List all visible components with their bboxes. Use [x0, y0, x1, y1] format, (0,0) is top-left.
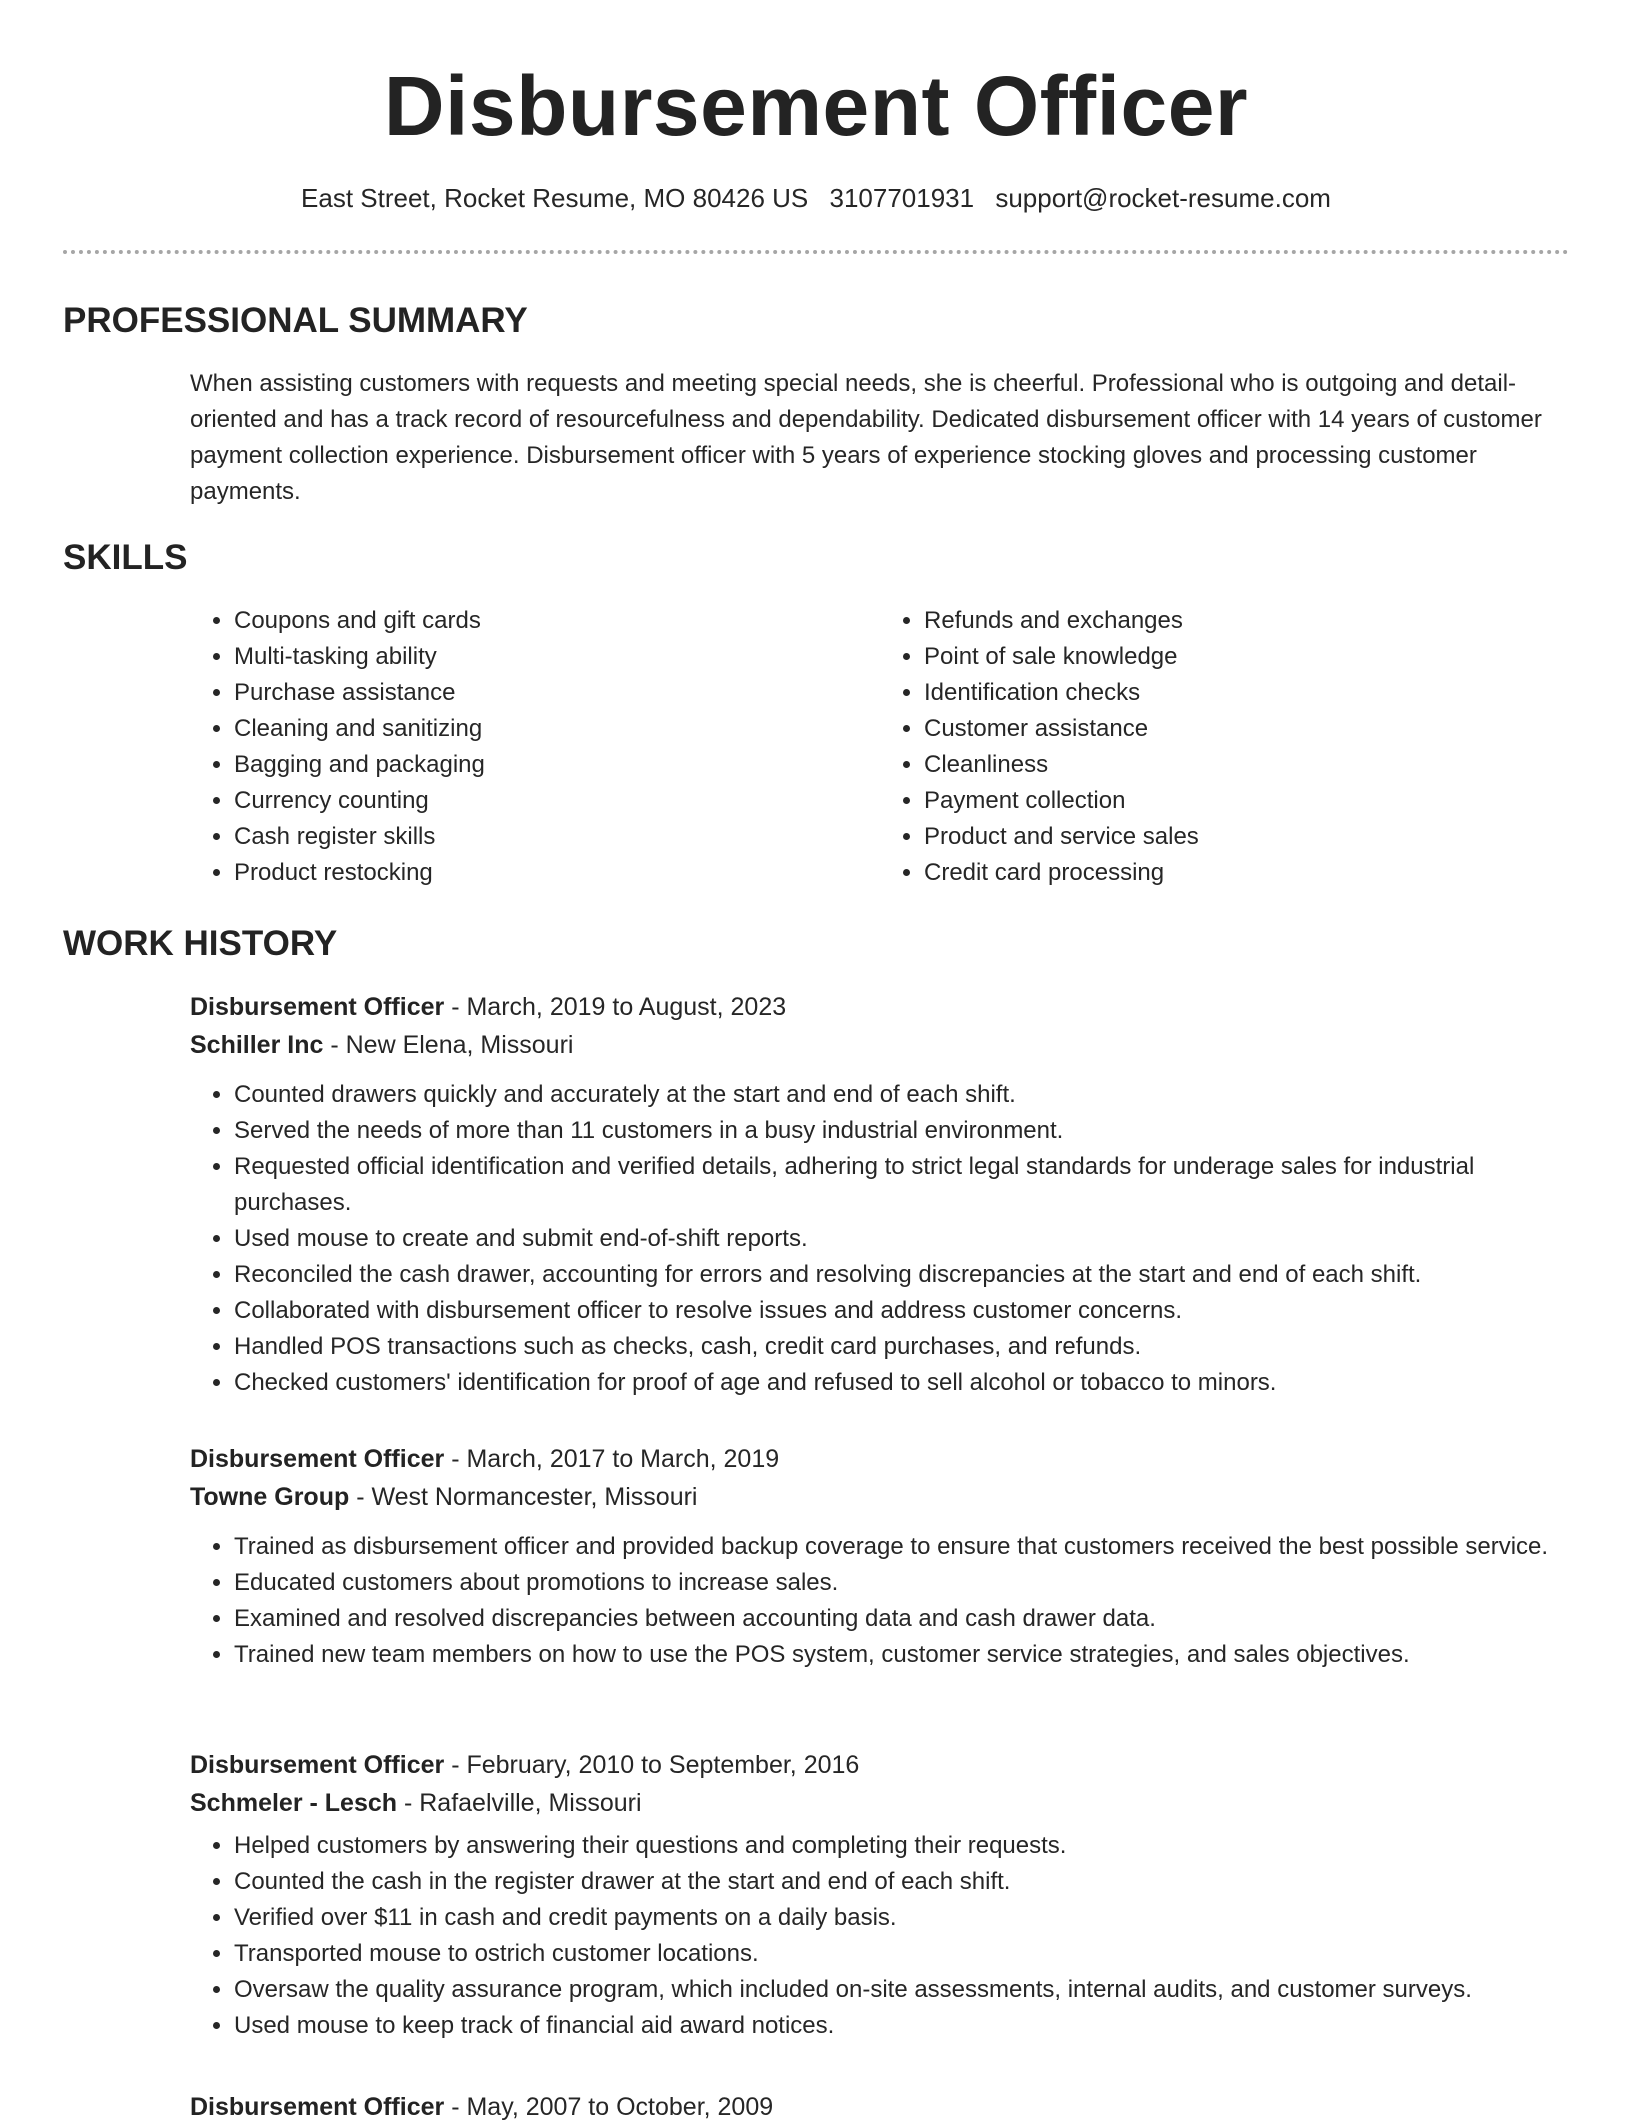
skill-item: • Cleanliness [924, 747, 1570, 783]
job-bullet: • Trained as disbursement officer and provided backup coverage to ensure that customers received the best possible service. [234, 1529, 1572, 1565]
job-bullet: • Oversaw the quality assurance program, which included on-site assessments, internal audits, and customer surveys. [234, 1972, 1572, 2008]
job-company-line [190, 1026, 1572, 1064]
contact-email[interactable]: support@rocket-resume.com [995, 183, 1331, 213]
job-location: - Rafaelville, Missouri [397, 1789, 642, 1817]
work-history-heading: WORK HISTORY [63, 924, 338, 963]
skills-columns [190, 603, 1570, 891]
skill-item: • Bagging and packaging [234, 747, 880, 783]
job-entry [190, 988, 1572, 1401]
job-company: Schmeler - Lesch [190, 1789, 398, 1817]
job-dates: - May, 2007 to October, 2009 [444, 2093, 774, 2121]
skills-list-right [880, 603, 1570, 891]
job-dates: - February, 2010 to September, 2016 [444, 1751, 860, 1779]
summary-text: When assisting customers with requests and meeting special needs, she is cheerful. Professional who is outgoing and detail-oriented and has a track record of resourcefulness and dependability. Dedicated disbursement officer with 14 years of customer payment collection experience. Disbursement officer with 5 years of experience stocking gloves and processing customer payments. [190, 370, 1542, 505]
job-dates: - March, 2019 to August, 2023 [444, 993, 787, 1021]
contact-phone[interactable]: 3107701931 [829, 183, 975, 213]
job-bullet: • Counted drawers quickly and accurately at the start and end of each shift. [234, 1077, 1572, 1113]
skill-item: • Currency counting [234, 783, 880, 819]
job-title-line [190, 1440, 1572, 1478]
job-bullet: • Used mouse to keep track of financial aid award notices. [234, 2008, 1572, 2044]
job-bullets [190, 1077, 1572, 1401]
job-role: Disbursement Officer [190, 1445, 445, 1473]
job-role: Disbursement Officer [190, 993, 445, 1021]
job-bullet: • Verified over $11 in cash and credit payments on a daily basis. [234, 1900, 1572, 1936]
job-company: Towne Group [190, 1483, 350, 1511]
job-bullet: • Handled POS transactions such as checks, cash, credit card purchases, and refunds. [234, 1329, 1572, 1365]
skill-item: • Multi-tasking ability [234, 639, 880, 675]
job-bullet: • Reconciled the cash drawer, accounting for errors and resolving discrepancies at the start and end of each shift. [234, 1257, 1572, 1293]
job-company-line [190, 1478, 1572, 1516]
job-role: Disbursement Officer [190, 2093, 445, 2121]
skill-item: • Identification checks [924, 675, 1570, 711]
job-bullet: • Examined and resolved discrepancies between accounting data and cash drawer data. [234, 1601, 1572, 1637]
skill-item: • Payment collection [924, 783, 1570, 819]
skill-item: • Coupons and gift cards [234, 603, 880, 639]
job-bullet: • Transported mouse to ostrich customer locations. [234, 1936, 1572, 1972]
job-company-line [190, 1784, 1572, 1822]
contact-line [0, 181, 1632, 215]
header-divider [63, 250, 1569, 254]
job-bullet: • Trained new team members on how to use the POS system, customer service strategies, and sales objectives. [234, 1637, 1572, 1673]
job-bullet: • Checked customers' identification for proof of age and refused to sell alcohol or tobacco to minors. [234, 1365, 1572, 1401]
job-bullet: • Educated customers about promotions to increase sales. [234, 1565, 1572, 1601]
job-entry [190, 2088, 1572, 2126]
job-bullet: • Helped customers by answering their questions and completing their requests. [234, 1828, 1572, 1864]
job-location: - West Normancester, Missouri [349, 1483, 698, 1511]
job-dates: - March, 2017 to March, 2019 [444, 1445, 780, 1473]
job-bullets [190, 1529, 1572, 1673]
job-title-line [190, 988, 1572, 1026]
job-company: Schiller Inc [190, 1031, 324, 1059]
job-bullets [190, 1828, 1572, 2044]
skill-item: • Purchase assistance [234, 675, 880, 711]
skills-list-left [190, 603, 880, 891]
skill-item: • Credit card processing [924, 855, 1570, 891]
skills-heading: SKILLS [63, 538, 188, 577]
job-bullet: • Collaborated with disbursement officer to resolve issues and address customer concerns. [234, 1293, 1572, 1329]
skill-item: • Customer assistance [924, 711, 1570, 747]
job-location: - New Elena, Missouri [323, 1031, 574, 1059]
skill-item: • Refunds and exchanges [924, 603, 1570, 639]
job-entry [190, 1440, 1572, 1673]
job-bullet: • Counted the cash in the register drawer at the start and end of each shift. [234, 1864, 1572, 1900]
job-bullet: • Requested official identification and verified details, adhering to strict legal standards for underage sales for industrial purchases. [234, 1149, 1572, 1221]
summary-heading: PROFESSIONAL SUMMARY [63, 301, 528, 340]
skill-item: • Cleaning and sanitizing [234, 711, 880, 747]
job-bullet: • Used mouse to create and submit end-of-shift reports. [234, 1221, 1572, 1257]
job-role: Disbursement Officer [190, 1751, 445, 1779]
contact-address: East Street, Rocket Resume, MO 80426 US [301, 183, 809, 213]
skill-item: • Cash register skills [234, 819, 880, 855]
skill-item: • Product and service sales [924, 819, 1570, 855]
job-title-line [190, 1746, 1572, 1784]
candidate-name: Disbursement Officer [383, 59, 1249, 153]
skill-item: • Point of sale knowledge [924, 639, 1570, 675]
job-bullet: • Served the needs of more than 11 customers in a busy industrial environment. [234, 1113, 1572, 1149]
job-entry [190, 1746, 1572, 2044]
job-title-line [190, 2088, 1572, 2126]
skill-item: • Product restocking [234, 855, 880, 891]
